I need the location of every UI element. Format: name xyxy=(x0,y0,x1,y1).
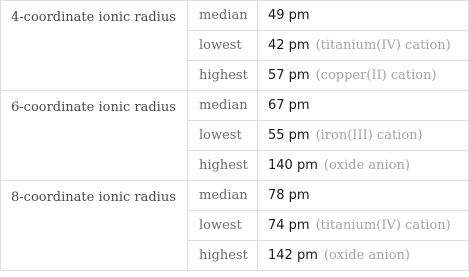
stat-value-cell xyxy=(258,211,469,241)
stat-label: highest xyxy=(188,241,258,271)
stat-note: (oxide anion) xyxy=(323,247,410,263)
stat-note: (copper(II) cation) xyxy=(315,67,437,83)
table-row xyxy=(1,91,469,121)
stat-note: (oxide anion) xyxy=(323,157,410,173)
stat-note: (titanium(IV) cation) xyxy=(315,37,451,53)
stat-value: 78 pm xyxy=(268,187,310,203)
stat-label: median xyxy=(188,91,258,121)
stat-value-cell xyxy=(258,61,469,91)
stat-value-cell xyxy=(258,121,469,151)
stat-value: 55 pm xyxy=(268,127,310,143)
stat-label: lowest xyxy=(188,31,258,61)
stat-value: 142 pm xyxy=(268,247,318,263)
stat-value-cell xyxy=(258,31,469,61)
stat-value: 67 pm xyxy=(268,97,310,113)
stat-value-cell xyxy=(258,91,469,121)
stat-note: (iron(III) cation) xyxy=(315,127,423,143)
group-label: 8-coordinate ionic radius xyxy=(1,181,188,271)
stat-label: median xyxy=(188,1,258,31)
stat-value-cell xyxy=(258,181,469,211)
stat-note: (titanium(IV) cation) xyxy=(315,217,451,233)
group-label: 4-coordinate ionic radius xyxy=(1,1,188,91)
stat-value: 140 pm xyxy=(268,157,318,173)
stat-label: lowest xyxy=(188,121,258,151)
stat-value-cell xyxy=(258,241,469,271)
stat-value-cell xyxy=(258,1,469,31)
stat-label: highest xyxy=(188,61,258,91)
stat-value: 42 pm xyxy=(268,37,310,53)
stat-label: lowest xyxy=(188,211,258,241)
stat-value: 74 pm xyxy=(268,217,310,233)
stat-value: 57 pm xyxy=(268,67,310,83)
table-row xyxy=(1,181,469,211)
group-label: 6-coordinate ionic radius xyxy=(1,91,188,181)
table-row xyxy=(1,1,469,31)
stat-value: 49 pm xyxy=(268,7,310,23)
stat-value-cell xyxy=(258,151,469,181)
stat-label: highest xyxy=(188,151,258,181)
stat-label: median xyxy=(188,181,258,211)
